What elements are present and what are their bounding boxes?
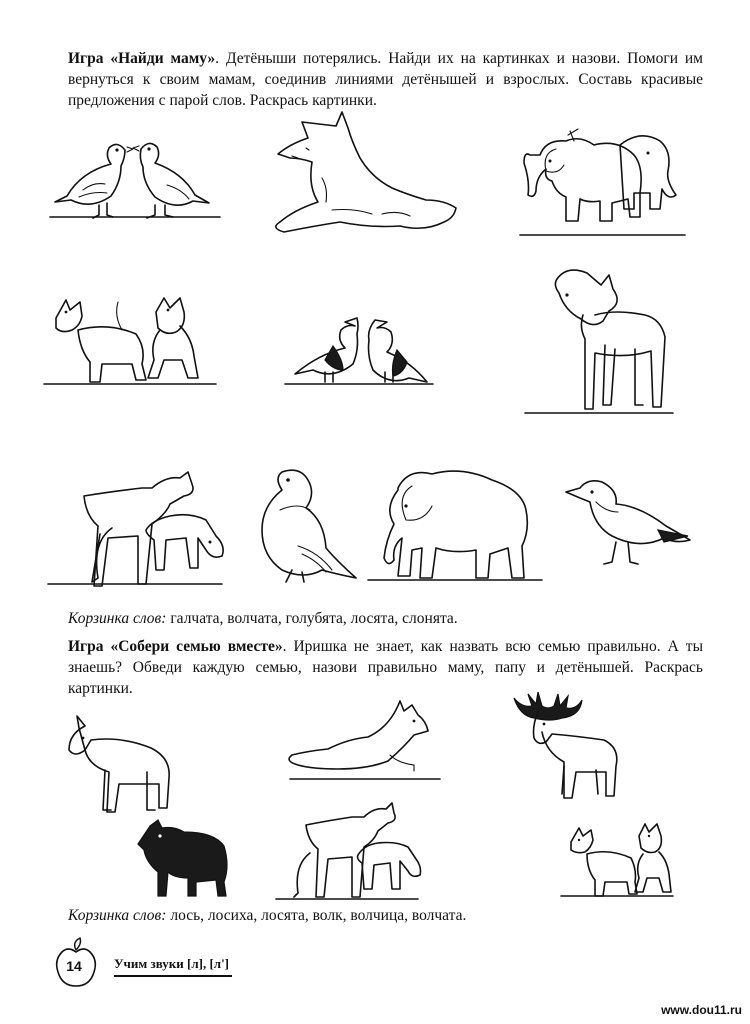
moose-calf-picture: [525, 265, 675, 420]
word-basket-2-words: лось, лосиха, лосята, волк, волчица, волчата.: [166, 907, 467, 924]
pigeon-picture: [252, 466, 362, 586]
game1-text: . Детёныши потерялись. Найди их на картинках и назови. Помоги им вернуться к своим мамам, соединив линиями детёнышей и взрослых. Составь красивые предложения с парой слов. Раскрась картинки.: [68, 50, 703, 109]
elephant-calves-picture: [520, 125, 690, 245]
moose-adults-picture: [52, 470, 227, 590]
wolf-cubs-family-picture: [565, 822, 675, 902]
word-basket-1: [68, 608, 708, 629]
word-basket-2-label: Корзинка слов:: [68, 907, 167, 924]
female-moose-picture: [55, 710, 185, 815]
wolf-lying-picture: [262, 118, 462, 248]
game1-title: Игра «Найди маму»: [68, 50, 216, 67]
wolf-cubs-picture: [48, 290, 218, 390]
word-basket-1-words: галчата, волчата, голубята, лосята, слонята.: [166, 610, 458, 627]
jackdaw-chicks-picture: [285, 310, 435, 392]
pigeon-chicks-picture: [55, 135, 225, 230]
game2-text: . Иришка не знает, как назвать всю семью правильно. А ты знаешь? Обведи каждую семью, назови правильно маму, папу и детёнышей. Раскрась картинки.: [68, 638, 703, 697]
game1-instructions: [68, 48, 703, 111]
section-title: Учим звуки [л], [л']: [114, 956, 230, 971]
watermark: www.dou11.ru: [661, 1003, 742, 1017]
jackdaw-picture: [560, 474, 695, 574]
word-basket-2: [68, 905, 708, 926]
section-underline: [114, 975, 232, 977]
moose-family-picture: [280, 805, 420, 905]
word-basket-1-label: Корзинка слов:: [68, 610, 167, 627]
wolf-standing-picture: [138, 818, 233, 898]
bull-moose-picture: [510, 690, 640, 800]
she-wolf-lying-picture: [290, 695, 445, 785]
game2-title: Игра «Собери семью вместе»: [68, 638, 283, 655]
page-number: 14: [66, 958, 82, 974]
elephant-picture: [372, 466, 547, 586]
